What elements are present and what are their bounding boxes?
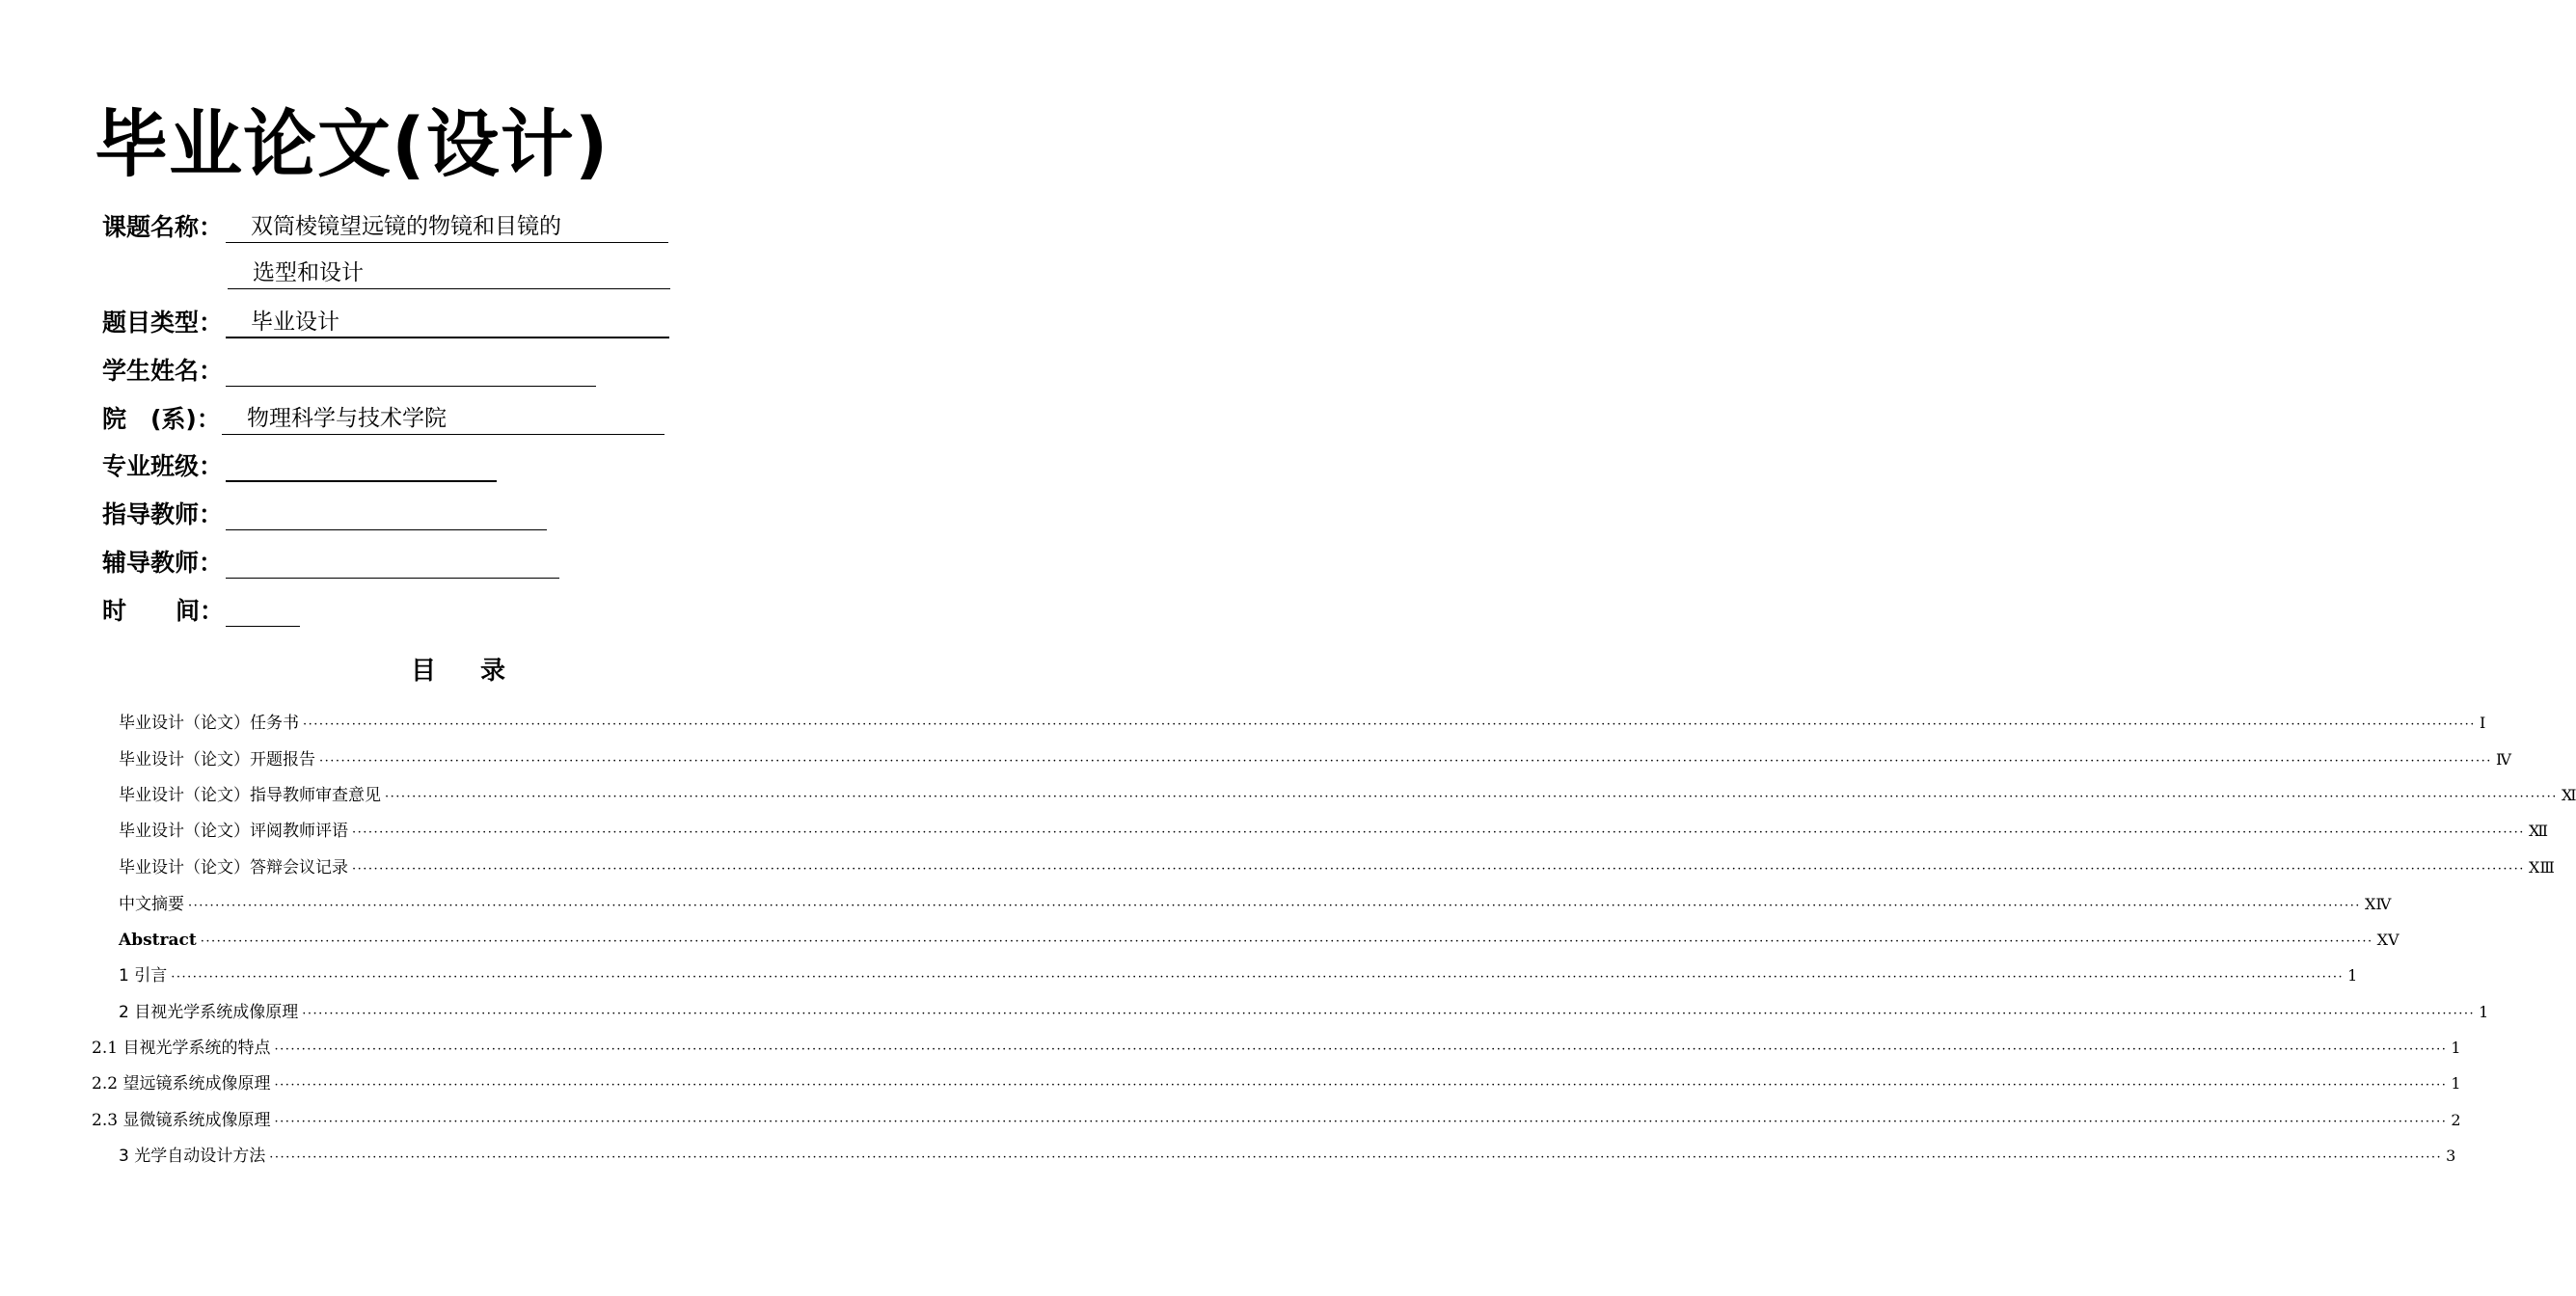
type-field: 毕业设计: [226, 308, 669, 338]
toc-leader-dots: ················································································································································································································································································································································································································: [269, 1150, 2443, 1165]
type-label: 题目类型：: [102, 309, 224, 337]
advisor-field: [226, 500, 547, 530]
toc-leader-dots: ················································································································································································································································································································································································································: [303, 717, 2476, 732]
toc-leader-dots: ················································································································································································································································································································································································································: [274, 1042, 2448, 1057]
advisor-label: 指导教师：: [102, 500, 224, 528]
thesis-title: 毕业论文(设计): [95, 101, 610, 187]
toc-page-number: Ⅳ: [2495, 750, 2511, 769]
toc-entry: [119, 819, 2548, 844]
toc-entry-title: 2.3 显微镜系统成像原理: [92, 1111, 271, 1130]
toc-heading: 目录: [410, 657, 550, 686]
topic-field-line-2: 选型和设计: [228, 258, 670, 289]
toc-page-number: ⅩⅤ: [2376, 931, 2400, 949]
toc-page-number: I: [2479, 714, 2486, 732]
toc-leader-dots: ················································································································································································································································································································································································································: [274, 1078, 2448, 1093]
toc-entry: [119, 892, 2392, 917]
toc-entry: [92, 1036, 2461, 1061]
toc-entry: [119, 711, 2486, 736]
toc-page-number: 1: [2451, 1039, 2461, 1057]
toc-entry: [92, 1108, 2461, 1133]
toc-page-number: ⅩⅢ: [2528, 858, 2555, 877]
student-name-field: [226, 356, 596, 387]
toc-entry-title: Abstract: [119, 931, 197, 950]
coadvisor-label: 辅导教师：: [102, 549, 224, 577]
toc-entry: [119, 855, 2555, 880]
toc-entry-title: 毕业设计（论文）指导教师审查意见: [119, 786, 381, 805]
toc-leader-dots: ················································································································································································································································································································································································································: [200, 934, 2373, 949]
toc-leader-dots: ················································································································································································································································································································································································································: [274, 1115, 2448, 1129]
major-class-field: [226, 451, 497, 482]
toc-leader-dots: ················································································································································································································································································································································································································: [171, 970, 2345, 985]
toc-page-number: 2: [2451, 1111, 2461, 1129]
toc-entry-title: 3 光学自动设计方法: [119, 1147, 266, 1166]
toc-entry-title: 2 目视光学系统成像原理: [119, 1003, 299, 1022]
toc-leader-dots: ················································································································································································································································································································································································································: [352, 825, 2525, 840]
topic-label: 课题名称：: [102, 213, 224, 241]
toc-entry: [119, 783, 2576, 808]
toc-page-number: ⅩⅣ: [2364, 895, 2392, 913]
department-field: 物理科学与技术学院: [222, 404, 664, 435]
toc-entry: [119, 928, 2400, 953]
student-name-label: 学生姓名：: [102, 357, 224, 385]
toc-leader-dots: ················································································································································································································································································································································································································: [385, 790, 2558, 804]
time-label-char-2: 间：: [176, 597, 225, 625]
toc-page-number: 1: [2479, 1003, 2489, 1021]
toc-leader-dots: ················································································································································································································································································································································································································: [188, 899, 2361, 913]
toc-entry: [119, 1144, 2456, 1169]
toc-entry: [119, 1000, 2489, 1025]
major-class-label: 专业班级：: [102, 452, 224, 480]
toc-page-number: Ⅻ: [2528, 822, 2548, 840]
toc-entry-title: 毕业设计（论文）评阅教师评语: [119, 822, 348, 841]
toc-entry-title: 毕业设计（论文）任务书: [119, 714, 299, 733]
topic-field-line-1: 双筒棱镜望远镜的物镜和目镜的: [226, 212, 668, 243]
toc-entry-title: 中文摘要: [119, 895, 184, 914]
toc-page-number: 1: [2451, 1074, 2461, 1093]
toc-entry: [119, 963, 2358, 988]
toc-page-number: 1: [2347, 966, 2358, 985]
department-label: 院 (系)：: [102, 405, 221, 433]
toc-leader-dots: ················································································································································································································································································································································································································: [319, 754, 2492, 769]
toc-page-number: 3: [2446, 1147, 2456, 1165]
toc-entry-title: 毕业设计（论文）答辩会议记录: [119, 858, 348, 878]
toc-page-number: Ⅺ: [2561, 786, 2576, 804]
toc-entry-title: 2.1 目视光学系统的特点: [92, 1039, 271, 1058]
toc-entry-title: 毕业设计（论文）开题报告: [119, 750, 315, 770]
toc-leader-dots: ················································································································································································································································································································································································································: [302, 1007, 2476, 1021]
coadvisor-field: [226, 548, 559, 579]
time-label: [102, 596, 224, 627]
toc-entry: [92, 1071, 2461, 1096]
toc-entry: [119, 747, 2511, 772]
time-label-char-1: 时: [102, 597, 127, 625]
toc-entry-title: 2.2 望远镜系统成像原理: [92, 1074, 271, 1094]
toc-entry-title: 1 引言: [119, 966, 168, 986]
toc-leader-dots: ················································································································································································································································································································································································································: [352, 862, 2525, 877]
time-field: [226, 596, 300, 627]
